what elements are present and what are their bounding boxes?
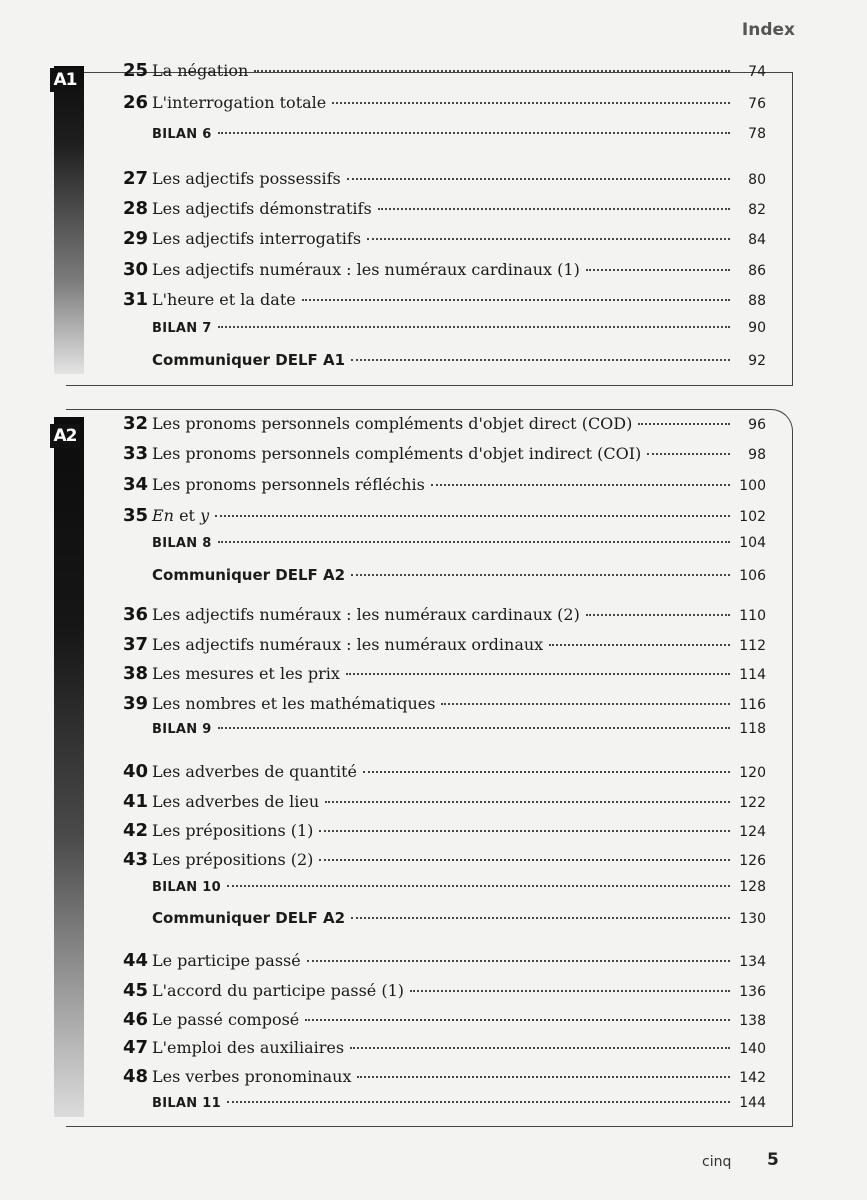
page-number: 144: [739, 1095, 766, 1111]
chapter-number: 25: [122, 60, 148, 81]
footer-page-word: cinq: [702, 1154, 732, 1170]
dot-leader: [307, 960, 730, 962]
page-number: 106: [739, 568, 766, 584]
chapter-title: Les prépositions (1): [152, 821, 314, 840]
toc-entry: [96, 693, 766, 717]
dot-leader: [431, 484, 730, 486]
chapter-number: 41: [122, 791, 148, 812]
page-number: 130: [739, 911, 766, 927]
toc-entry: [96, 505, 766, 529]
chapter-title: Les adverbes de lieu: [152, 792, 320, 811]
toc-entry: [96, 791, 766, 815]
toc-entry: [96, 1066, 766, 1090]
page-number: 78: [748, 126, 766, 142]
chapter-title: Le participe passé: [152, 951, 301, 970]
bilan-title: BILAN 11: [152, 1096, 221, 1111]
dot-leader: [586, 269, 730, 271]
chapter-title: L'emploi des auxiliaires: [152, 1038, 345, 1057]
dot-leader: [325, 801, 730, 803]
dot-leader: [367, 238, 730, 240]
chapter-title: Les nombres et les mathématiques: [152, 694, 436, 713]
dot-leader: [410, 990, 730, 992]
index-header: Index: [741, 20, 795, 40]
chapter-number: 29: [122, 228, 148, 249]
footer-page-number: 5: [767, 1150, 779, 1170]
chapter-title: Les mesures et les prix: [152, 664, 340, 683]
chapter-number: 40: [122, 761, 148, 782]
chapter-number: 31: [122, 289, 148, 310]
toc-entry: [96, 1037, 766, 1061]
page-number: 76: [748, 96, 766, 112]
level-a1-label: A1: [50, 68, 80, 92]
page-number: 134: [739, 954, 766, 970]
page-number: 82: [748, 202, 766, 218]
toc-entry: [96, 126, 766, 150]
dot-leader: [319, 830, 730, 832]
communiquer-title: Communiquer DELF A1: [152, 351, 346, 369]
page-number: 102: [739, 509, 766, 525]
page-number: 98: [748, 447, 766, 463]
dot-leader: [549, 644, 730, 646]
toc-entry: [96, 198, 766, 222]
chapter-number: 36: [122, 604, 148, 625]
level-a2-label: A2: [50, 424, 80, 448]
dot-leader: [319, 859, 730, 861]
toc-entry: [96, 1095, 766, 1119]
chapter-number: 46: [122, 1009, 148, 1030]
chapter-title: Les adjectifs numéraux : les numéraux cardinaux (2): [152, 605, 580, 624]
chapter-title: Les adjectifs numéraux : les numéraux cardinaux (1): [152, 260, 580, 279]
dot-leader: [218, 326, 730, 328]
chapter-number: 45: [122, 980, 148, 1001]
toc-entry: [96, 761, 766, 785]
chapter-number: 39: [122, 693, 148, 714]
page-number: 74: [748, 64, 766, 80]
chapter-title: Les verbes pronominaux: [152, 1067, 352, 1086]
chapter-title: Les prépositions (2): [152, 850, 314, 869]
page-number: 104: [739, 535, 766, 551]
page-number: 124: [739, 824, 766, 840]
dot-leader: [218, 132, 730, 134]
chapter-title: Les pronoms personnels compléments d'objet direct (COD): [152, 414, 633, 433]
chapter-number: 38: [122, 663, 148, 684]
dot-leader: [363, 771, 730, 773]
dot-leader: [586, 614, 730, 616]
dot-leader: [647, 453, 730, 455]
page-number: 96: [748, 417, 766, 433]
page-number: 142: [739, 1070, 766, 1086]
chapter-title: L'accord du participe passé (1): [152, 981, 404, 1000]
chapter-title: Les pronoms personnels compléments d'objet indirect (COI): [152, 444, 642, 463]
communiquer-title: Communiquer DELF A2: [152, 909, 346, 927]
toc-entry: [96, 474, 766, 498]
toc-entry: [96, 663, 766, 687]
bilan-title: BILAN 10: [152, 880, 221, 895]
page-number: 86: [748, 263, 766, 279]
toc-entry: [96, 259, 766, 283]
toc-entry: [96, 879, 766, 903]
toc-entry: [96, 634, 766, 658]
chapter-title: L'heure et la date: [152, 290, 296, 309]
page-number: 112: [739, 638, 766, 654]
toc-entry: [96, 92, 766, 116]
page-number: 138: [739, 1013, 766, 1029]
toc-entry: [96, 443, 766, 467]
chapter-title: La négation: [152, 61, 249, 80]
chapter-number: 30: [122, 259, 148, 280]
chapter-number: 34: [122, 474, 148, 495]
chapter-title: L'interrogation totale: [152, 93, 327, 112]
toc-entry: [96, 60, 766, 84]
toc-entry: [96, 950, 766, 974]
chapter-title: Le passé composé: [152, 1010, 300, 1029]
chapter-title: Les adjectifs démonstratifs: [152, 199, 372, 218]
toc-entry: [96, 980, 766, 1004]
dot-leader: [215, 515, 730, 517]
chapter-number: 35: [122, 505, 148, 526]
chapter-title: Les adjectifs numéraux : les numéraux ordinaux: [152, 635, 544, 654]
dot-leader: [378, 208, 730, 210]
bilan-title: BILAN 9: [152, 722, 212, 737]
toc-entry: [96, 168, 766, 192]
page-number: 126: [739, 853, 766, 869]
dot-leader: [357, 1076, 730, 1078]
toc-entry: [96, 721, 766, 745]
dot-leader: [218, 727, 730, 729]
page-number: 120: [739, 765, 766, 781]
dot-leader: [332, 102, 730, 104]
page-number: 80: [748, 172, 766, 188]
dot-leader: [351, 359, 730, 361]
toc-entry: [96, 413, 766, 437]
chapter-number: 48: [122, 1066, 148, 1087]
dot-leader: [351, 917, 730, 919]
toc-entry: [96, 351, 766, 375]
dot-leader: [350, 1047, 730, 1049]
page-number: 92: [748, 353, 766, 369]
page-number: 114: [739, 667, 766, 683]
bilan-title: BILAN 7: [152, 321, 212, 336]
chapter-number: 47: [122, 1037, 148, 1058]
dot-leader: [254, 70, 730, 72]
toc-entry: [96, 909, 766, 933]
page-number: 110: [739, 608, 766, 624]
toc-entry: [96, 320, 766, 344]
chapter-title: En et y: [152, 506, 210, 525]
page-number: 88: [748, 293, 766, 309]
toc-entry: [96, 535, 766, 559]
chapter-number: 26: [122, 92, 148, 113]
dot-leader: [227, 1101, 730, 1103]
chapter-title: Les pronoms personnels réfléchis: [152, 475, 425, 494]
toc-entry: [96, 820, 766, 844]
toc-entry: [96, 849, 766, 873]
page-number: 118: [739, 721, 766, 737]
bilan-title: BILAN 6: [152, 127, 212, 142]
chapter-title: Les adjectifs possessifs: [152, 169, 341, 188]
toc-entry: [96, 566, 766, 590]
page-number: 84: [748, 232, 766, 248]
bilan-title: BILAN 8: [152, 536, 212, 551]
page-number: 90: [748, 320, 766, 336]
page-number: 128: [739, 879, 766, 895]
page-number: 136: [739, 984, 766, 1000]
dot-leader: [305, 1019, 730, 1021]
communiquer-title: Communiquer DELF A2: [152, 566, 346, 584]
chapter-number: 27: [122, 168, 148, 189]
toc-entry: [96, 228, 766, 252]
dot-leader: [227, 885, 730, 887]
chapter-number: 42: [122, 820, 148, 841]
page-number: 122: [739, 795, 766, 811]
page-number: 116: [739, 697, 766, 713]
dot-leader: [347, 178, 730, 180]
dot-leader: [441, 703, 730, 705]
toc-entry: [96, 289, 766, 313]
chapter-number: 43: [122, 849, 148, 870]
chapter-title: Les adjectifs interrogatifs: [152, 229, 362, 248]
toc-entry: [96, 1009, 766, 1033]
dot-leader: [218, 541, 730, 543]
dot-leader: [638, 423, 730, 425]
chapter-number: 32: [122, 413, 148, 434]
page-number: 100: [739, 478, 766, 494]
chapter-title: Les adverbes de quantité: [152, 762, 357, 781]
toc-entry: [96, 604, 766, 628]
chapter-number: 37: [122, 634, 148, 655]
dot-leader: [346, 673, 730, 675]
chapter-number: 33: [122, 443, 148, 464]
dot-leader: [302, 299, 730, 301]
chapter-number: 44: [122, 950, 148, 971]
page-number: 140: [739, 1041, 766, 1057]
chapter-number: 28: [122, 198, 148, 219]
dot-leader: [351, 574, 730, 576]
